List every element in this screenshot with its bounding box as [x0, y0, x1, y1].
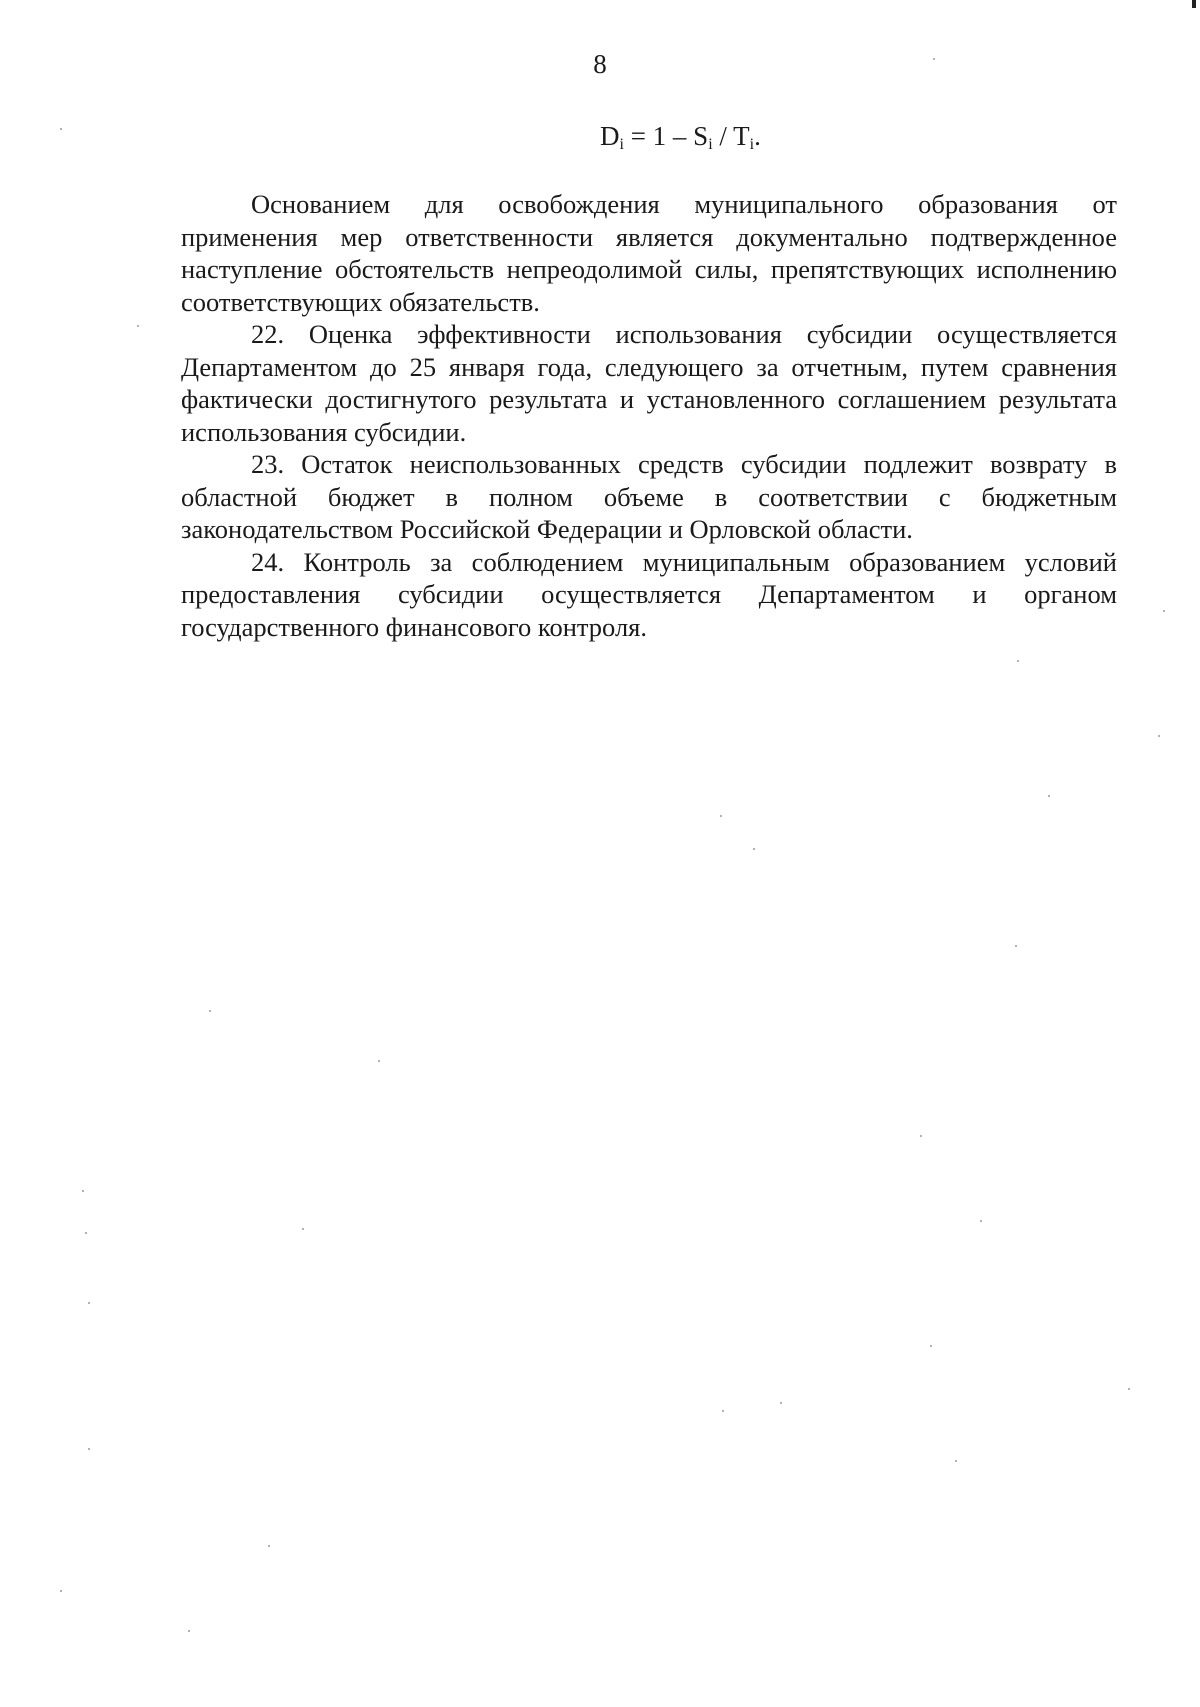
formula-subscript-i: i — [708, 136, 713, 153]
formula-slash: / T — [712, 121, 750, 151]
scan-speck — [1128, 1388, 1130, 1390]
formula — [600, 120, 761, 152]
paragraph-23: 23. Остаток неиспользованных средств субсидии подлежит возврату в областной бюджет в полном объеме в соответствии с бюджетным законодательством Российской Федерации и Орловской области. — [181, 449, 1117, 544]
scan-speck — [1158, 735, 1160, 737]
formula-subscript-i: i — [619, 136, 624, 153]
formula-middle: = 1 – S — [623, 121, 709, 151]
paragraph-22: 22. Оценка эффективности использования субсидии осуществляется Департаментом до 25 января года, следующего за отчетным, путем сравнения фактически достигнутого результата и установленного соглашением результата использования субсидии. — [181, 319, 1117, 447]
paragraph-exemption: Основанием для освобождения муниципального образования от применения мер ответственности является документально подтвержденное наступление обстоятельств непреодолимой силы, препятствующих исполнению соответствующих обязательств. — [181, 189, 1117, 317]
formula-end: . — [754, 121, 761, 151]
scan-speck — [209, 1010, 211, 1012]
formula-subscript-i: i — [749, 136, 755, 153]
scan-speck — [780, 1402, 782, 1404]
scan-speck — [88, 1448, 90, 1450]
scan-speck — [60, 128, 62, 130]
paragraph-24: 24. Контроль за соблюдением муниципальным образованием условий предоставления субсидии осуществляется Департаментом и органом государственного финансового контроля. — [181, 546, 1117, 642]
body-text — [181, 188, 1117, 643]
page-number: 8 — [593, 49, 607, 79]
scan-speck — [60, 1590, 62, 1592]
scan-speck — [933, 58, 935, 60]
scan-speck — [268, 1545, 270, 1547]
scan-speck — [1048, 795, 1050, 797]
scan-speck — [930, 1345, 932, 1347]
formula-d: D — [600, 121, 620, 151]
scan-speck — [1017, 660, 1019, 662]
scan-speck — [378, 1060, 380, 1062]
scan-speck — [188, 1630, 190, 1632]
scan-speck — [720, 815, 722, 817]
scan-speck — [722, 1410, 724, 1412]
scan-speck — [753, 848, 755, 850]
scan-speck — [980, 1220, 982, 1222]
scan-speck — [955, 1460, 957, 1462]
scan-speck — [137, 325, 139, 327]
scan-speck — [1163, 610, 1165, 612]
scan-speck — [85, 1232, 87, 1234]
scan-speck — [920, 1135, 922, 1137]
scan-speck — [1015, 945, 1017, 947]
scan-speck — [88, 1302, 90, 1304]
scan-speck — [302, 1228, 304, 1230]
scan-corner-mark — [1192, 0, 1196, 8]
scan-speck — [82, 1190, 84, 1192]
